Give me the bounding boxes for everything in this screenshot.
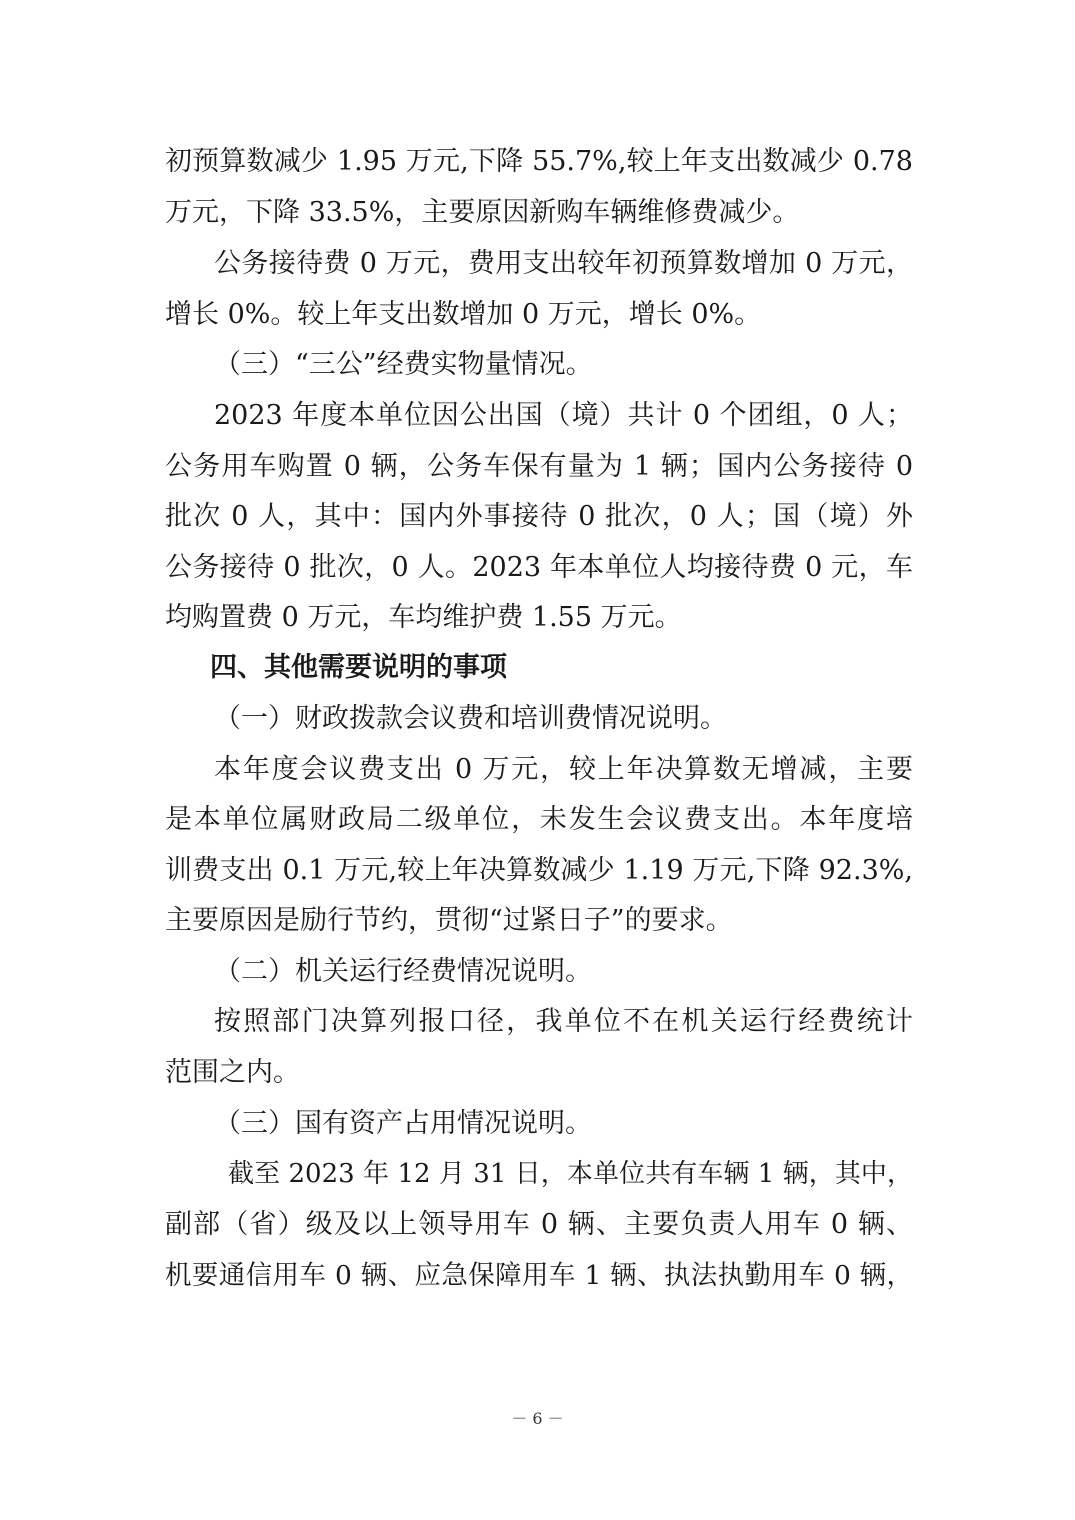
body-text: 公务接待费 0 万元，费用支出较年初预算数增加 0 万元， bbox=[214, 248, 913, 279]
body-text: 批次 0 人，其中：国内外事接待 0 批次，0 人；国（境）外 bbox=[165, 501, 913, 532]
body-text: 公务用车购置 0 辆，公务车保有量为 1 辆；国内公务接待 0 bbox=[165, 451, 913, 482]
body-text: 按照部门决算列报口径，我单位不在机关运行经费统计 bbox=[214, 1006, 913, 1037]
body-text: 公务接待 0 批次，0 人。2023 年本单位人均接待费 0 元，车 bbox=[165, 552, 913, 583]
page-number: － 6 － bbox=[511, 1409, 564, 1428]
body-text: 主要原因是励行节约，贯彻“过紧日子”的要求。 bbox=[165, 905, 733, 936]
body-text: 截至 2023 年 12 月 31 日，本单位共有车辆 1 辆，其中， bbox=[228, 1159, 913, 1189]
body-text: 训费支出 0.1 万元,较上年决算数减少 1.19 万元,下降 92.3%, bbox=[165, 855, 913, 886]
sub-heading: （三）国有资产占用情况说明。 bbox=[214, 1108, 592, 1139]
body-text: 副部（省）级及以上领导用车 0 辆、主要负责人用车 0 辆、 bbox=[165, 1209, 913, 1240]
sub-heading: （一）财政拨款会议费和培训费情况说明。 bbox=[214, 703, 727, 734]
body-text: 万元，下降 33.5%，主要原因新购车辆维修费减少。 bbox=[165, 197, 800, 228]
body-text: 均购置费 0 万元，车均维护费 1.55 万元。 bbox=[165, 602, 682, 633]
section-heading: 四、其他需要说明的事项 bbox=[210, 652, 507, 683]
body-text: 是本单位属财政局二级单位，未发生会议费支出。本年度培 bbox=[165, 804, 913, 835]
body-text: 增长 0%。较上年支出数增加 0 万元，增长 0%。 bbox=[165, 299, 762, 330]
sub-heading: （三）“三公”经费实物量情况。 bbox=[214, 349, 593, 380]
body-text: 2023 年度本单位因公出国（境）共计 0 个团组，0 人； bbox=[214, 400, 913, 431]
body-text: 机要通信用车 0 辆、应急保障用车 1 辆、执法执勤用车 0 辆， bbox=[165, 1260, 913, 1291]
sub-heading: （二）机关运行经费情况说明。 bbox=[214, 956, 592, 987]
body-text: 范围之内。 bbox=[165, 1057, 300, 1088]
body-text: 初预算数减少 1.95 万元,下降 55.7%,较上年支出数减少 0.78 bbox=[165, 146, 913, 177]
body-text: 本年度会议费支出 0 万元，较上年决算数无增减，主要 bbox=[214, 754, 913, 785]
